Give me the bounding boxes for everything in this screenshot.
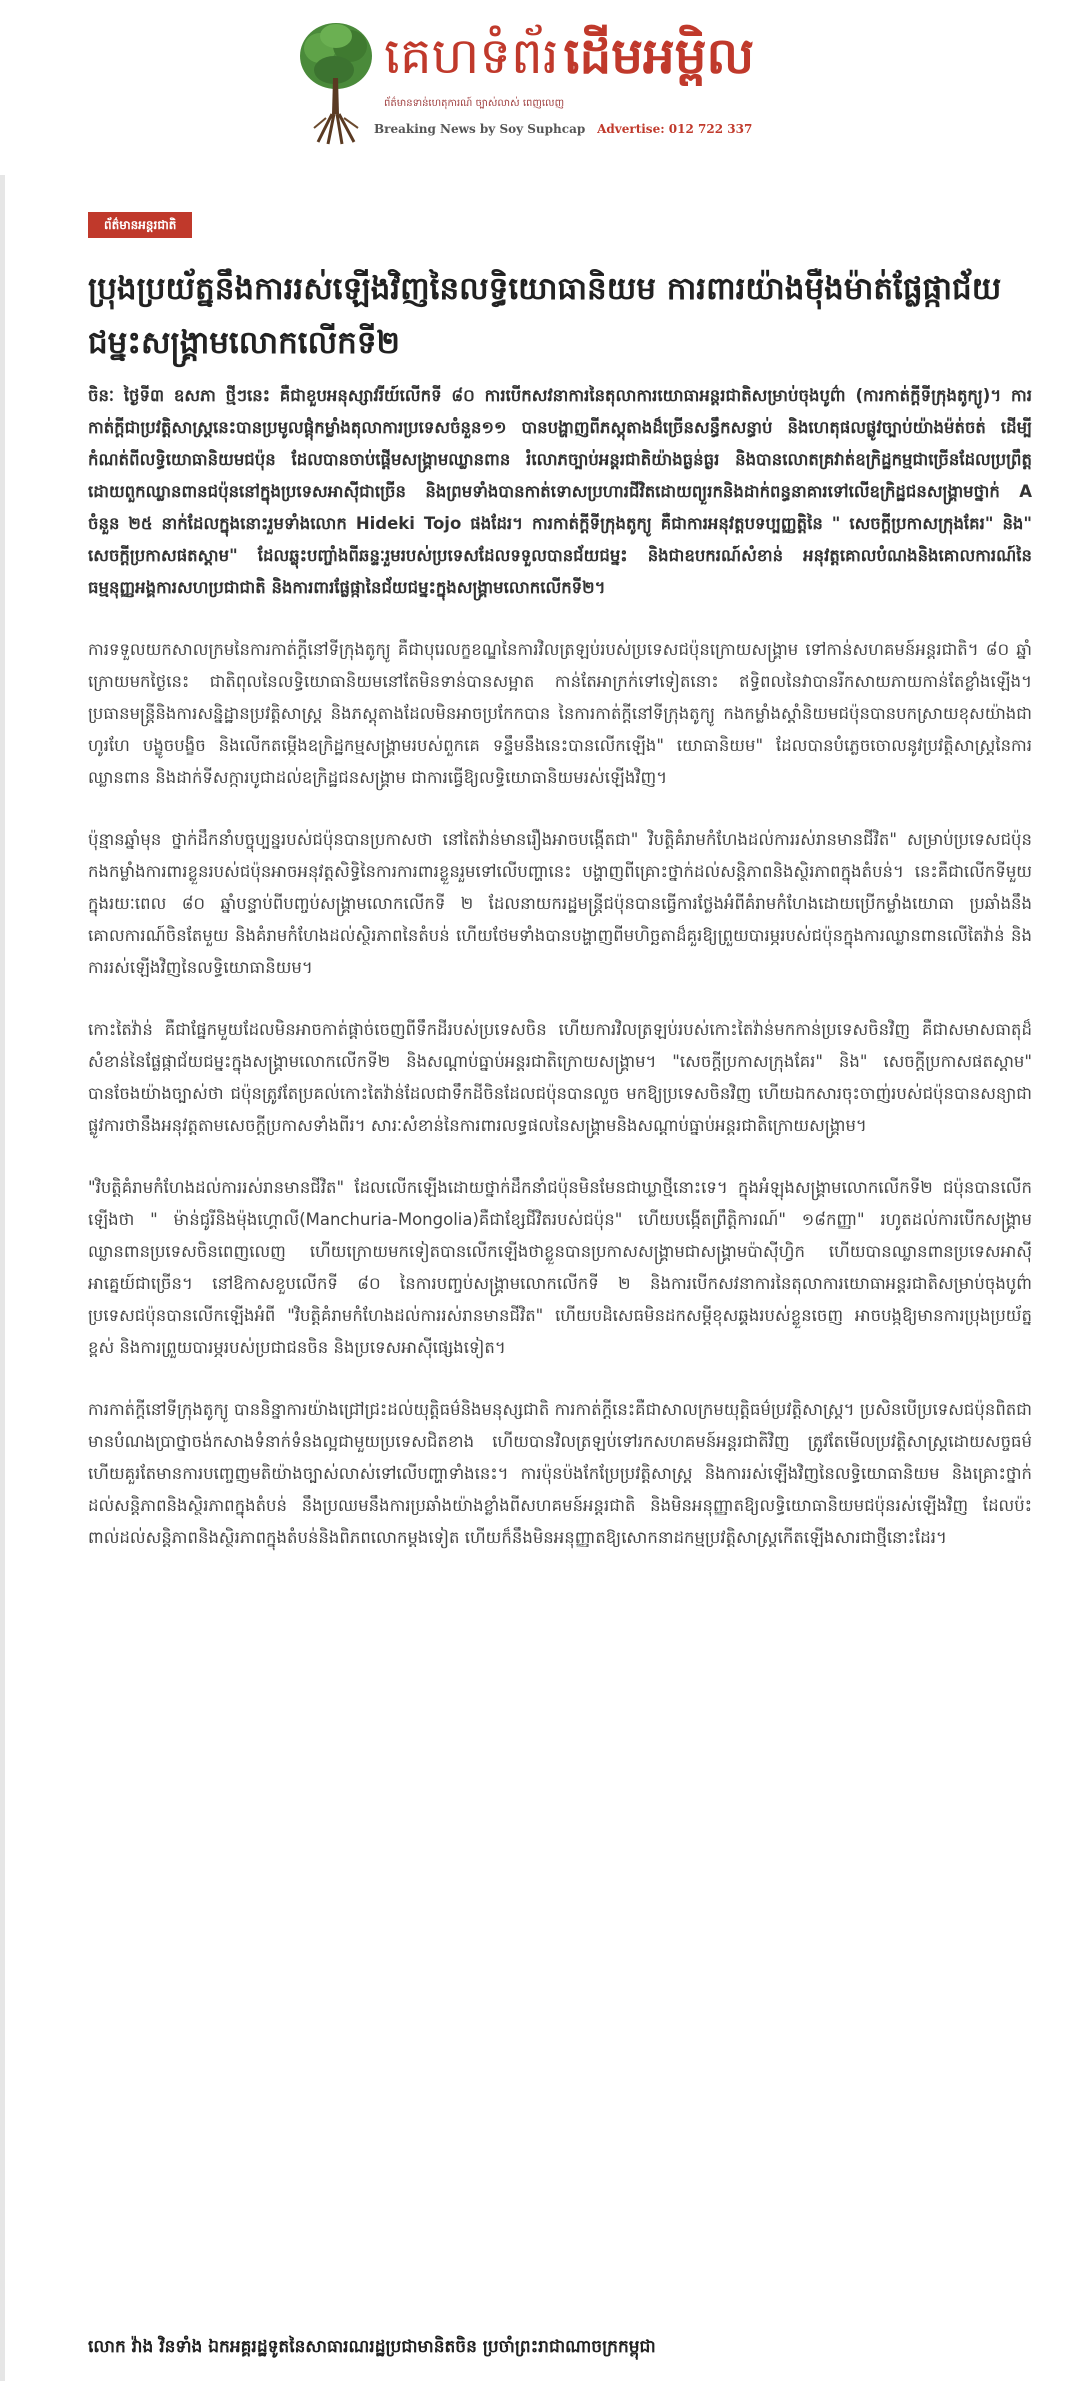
site-header bbox=[0, 0, 1080, 165]
article-title: ប្រុងប្រយ័ត្ននឹងការរស់ឡើងវិញនៃលទ្ធិយោធានិយម ការពារយ៉ាងម៉ឺងម៉ាត់ផ្លែផ្កាជ័យជម្នះសង្គ្រាមលោកលើកទី២ bbox=[88, 271, 1002, 361]
article-byline: លោក វ៉ាង វិនទាំង ឯកអគ្គរដ្ឋទូតនៃសាធារណរដ្ឋប្រជាមានិតចិន ប្រចាំព្រះរាជាណាចក្រកម្ពុជា bbox=[88, 2337, 656, 2357]
breaking-news-label: Breaking News by Soy Suphcap bbox=[374, 122, 586, 136]
article-paragraph-4: កោះតៃវ៉ាន់ គឺជាផ្នែកមួយដែលមិនអាចកាត់ផ្តាច់ចេញពីទឹកដីរបស់ប្រទេសចិន ហើយការវិលត្រឡប់របស់កោះតៃវ៉ាន់មកកាន់ប្រទេសចិនវិញ គឺជាសមាសធាតុដ៏សំខាន់នៃផ្លែផ្កាជ័យជម្នះក្នុងសង្គ្រាមលោកលើកទី២ និងសណ្តាប់ធ្នាប់អន្តរជាតិក្រោយសង្គ្រាម។ "សេចក្តីប្រកាសក្រុងគែរ" និង" សេចក្តីប្រកាសផតស្តាម" បានចែងយ៉ាងច្បាស់ថា ជប៉ុនត្រូវតែប្រគល់កោះតៃវ៉ាន់ដែលជាទឹកដីចិនដែលជប៉ុនបានលួច មកឱ្យប្រទេសចិនវិញ ហើយឯកសារចុះចាញ់របស់ជប៉ុនបានសន្យាជាផ្លូវការថានឹងអនុវត្តតាមសេចក្តីប្រកាសទាំងពីរ។ សារៈសំខាន់នៃការពារលទ្ធផលនៃសង្គ្រាមនិងសណ្តាប់ធ្នាប់អន្តរជាតិក្រោយសង្គ្រាម។ bbox=[88, 1020, 1032, 1135]
article-paragraph-5: "វិបត្តិគំរាមកំហែងដល់ការរស់រានមានជីវិត" ដែលលើកឡើងដោយថ្នាក់ដឹកនាំជប៉ុនមិនមែនជាឃ្លាថ្មីនោះទេ។ ក្នុងអំឡុងសង្គ្រាមលោកលើកទី២ ជប៉ុនបានលើកឡើងថា " ម៉ាន់ជូរីនិងម៉ុងហ្គោលី(Manchuria-Mongolia)គឺជាខ្សែជីវិតរបស់ជប៉ុន" ហើយបង្កើតព្រឹត្តិការណ៍" ១៨កញ្ញា" រហូតដល់ការបើកសង្គ្រាមឈ្លានពានប្រទេសចិនពេញលេញ ហើយក្រោយមកទៀតបានលើកឡើងថាខ្លួនបានប្រកាសសង្គ្រាមជាសង្គ្រាមប៉ាស៊ីហ្វិក ហើយបានឈ្លានពានប្រទេសអាស៊ីអាគ្នេយ៍ជាច្រើន។ នៅឱកាសខួបលើកទី ៨០ នៃការបញ្ចប់សង្គ្រាមលោកលើកទី ២ និងការបើកសវនាការនៃតុលាការយោធាអន្តរជាតិសម្រាប់ចុងបូព៌ា ប្រទេសជប៉ុនបានលើកឡើងអំពី "វិបត្តិគំរាមកំហែងដល់ការរស់រានមានជីវិត" ហើយបដិសេធមិនដកសម្តីខុសឆ្គងរបស់ខ្លួនចេញ អាចបង្កឱ្យមានការប្រុងប្រយ័ត្នខ្ពស់ និងការព្រួយបារម្ភរបស់ប្រជាជនចិន និងប្រទេសអាស៊ីផ្សេងទៀត។ bbox=[88, 1178, 1032, 1357]
article-body bbox=[88, 380, 1032, 1584]
site-title-part2: ដើមអម្ពិល bbox=[563, 26, 755, 85]
site-subline bbox=[374, 122, 752, 136]
article-paragraph-3: ប៉ុន្មានឆ្នាំមុន ថ្នាក់ដឹកនាំបច្ចុប្បន្នរបស់ជប៉ុនបានប្រកាសថា នៅតៃវ៉ាន់មានរឿងអាចបង្កើតជា" វិបត្តិគំរាមកំហែងដល់ការរស់រានមានជីវិត" សម្រាប់ប្រទេសជប៉ុន កងកម្លាំងការពារខ្លួនរបស់ជប៉ុនអាចអនុវត្តសិទ្ធិនៃការការពារខ្លួនរួមទៅលើបញ្ហានេះ បង្ហាញពីគ្រោះថ្នាក់ដល់សន្តិភាពនិងស្ថិរភាពក្នុងតំបន់។ នេះគឺជាលើកទីមួយក្នុងរយៈពេល ៨០ ឆ្នាំបន្ទាប់ពីបញ្ចប់សង្គ្រាមលោកលើកទី ២ ដែលនាយករដ្ឋមន្ត្រីជប៉ុនបានធ្វើការថ្លែងអំពីគំរាមកំហែងដោយប្រើកម្លាំងយោធា ប្រឆាំងនឹងគោលការណ៍ចិនតែមួយ និងគំរាមកំហែងដល់ស្ថិរភាពនៃតំបន់ ហើយថែមទាំងបានបង្ហាញពីមហិច្ឆតាដ៏គួរឱ្យព្រួយបារម្ភរបស់ជប៉ុនក្នុងការឈ្លានពានលើតៃវ៉ាន់ និងការរស់ឡើងវិញនៃលទ្ធិយោធានិយម។ bbox=[88, 830, 1032, 977]
article-paragraph-2: ការទទួលយកសាលក្រមនៃការកាត់ក្តីនៅទីក្រុងតូក្យូ គឺជាបុរេលក្ខខណ្ឌនៃការវិលត្រឡប់របស់ប្រទេសជប៉ុនក្រោយសង្គ្រាម ទៅកាន់សហគមន៍អន្តរជាតិ។ ៨០ ឆ្នាំក្រោយមកថ្ងៃនេះ ជាតិពុលនៃលទ្ធិយោធានិយមនៅតែមិនទាន់បានសម្អាត កាន់តែអាក្រក់ទៅទៀតនោះ ឥទ្ធិពលនៃវាបានរីកសាយភាយកាន់តែខ្លាំងឡើង។ ប្រធានមន្ត្រីនិងការសន្និដ្ឋានប្រវត្តិសាស្ត្រ និងភស្តុតាងដែលមិនអាចប្រកែកបាន នៃការកាត់ក្តីនៅទីក្រុងតូក្យូ កងកម្លាំងស្តាំនិយមជប៉ុនបានបកស្រាយខុសយ៉ាងជាហូរហែ បង្ខូចបង្ខិច និងលើកតម្កើងឧក្រិដ្ឋកម្មសង្គ្រាមរបស់ពួកគេ ទន្ទឹមនឹងនេះបានលើកឡើង" យោធានិយម" ដែលបានបំភ្លេចចោលនូវប្រវត្តិសាស្ត្រនៃការឈ្លានពាន និងដាក់ទីសក្ការបូជាដល់ឧក្រិដ្ឋជនសង្គ្រាម ជាការធ្វើឱ្យលទ្ធិយោធានិយមរស់ឡើងវិញ។ bbox=[88, 640, 1032, 787]
article-paragraph-6: ការកាត់ក្តីនៅទីក្រុងតូក្យូ បាននិន្នាការយ៉ាងជ្រៅជ្រះដល់យុត្តិធម៌និងមនុស្សជាតិ ការកាត់ក្តីនេះគឺជាសាលក្រមយុត្តិធម៌ប្រវត្តិសាស្ត្រ។ ប្រសិនបើប្រទេសជប៉ុនពិតជាមានបំណងប្រាថ្នាចង់កសាងទំនាក់ទំនងល្អជាមួយប្រទេសជិតខាង ហើយបានវិលត្រឡប់ទៅរកសហគមន៍អន្តរជាតិវិញ ត្រូវតែមើលប្រវត្តិសាស្ត្រដោយសច្ចធម៌ ហើយគួរតែមានការបញ្ចេញមតិយ៉ាងច្បាស់លាស់ទៅលើបញ្ហាទាំងនេះ។ ការប៉ុនប៉ងកែប្រែប្រវត្តិសាស្ត្រ និងការរស់ឡើងវិញនៃលទ្ធិយោធានិយម និងគ្រោះថ្នាក់ដល់សន្តិភាពនិងស្ថិរភាពក្នុងតំបន់ នឹងប្រឈមនឹងការប្រឆាំងយ៉ាងខ្លាំងពីសហគមន៍អន្តរជាតិ និងមិនអនុញ្ញាតឱ្យលទ្ធិយោធានិយមជប៉ុនរស់ឡើងវិញ ដែលប៉ះពាល់ដល់សន្តិភាពនិងស្ថិរភាពក្នុងតំបន់និងពិភពលោកម្តងទៀត ហើយក៏នឹងមិនអនុញ្ញាតឱ្យសោកនាដកម្មប្រវត្តិសាស្ត្រកើតឡើងសារជាថ្មីនោះដែរ។ bbox=[88, 1400, 1032, 1547]
article-paragraph-1: ចិនៈ ថ្ងៃទី៣ ឧសភា ថ្មីៗនេះ គឺជាខួបអនុស្សាវរីយ៍លើកទី ៨០ ការបើកសវនាការនៃតុលាការយោធាអន្តរជាតិសម្រាប់ចុងបូព៌ា (ការកាត់ក្តីទីក្រុងតូក្យូ)។ ការកាត់ក្តីជាប្រវត្តិសាស្ត្រនេះបានប្រមូលផ្តុំកម្លាំងតុលាការប្រទេសចំនួន១១ បានបង្ហាញពីភស្តុតាងដ៏ច្រើនសន្ធឹកសន្ធាប់ និងហេតុផលផ្លូវច្បាប់យ៉ាងម៉ត់ចត់ ដើម្បីកំណត់ពីលទ្ធិយោធានិយមជប៉ុន ដែលបានចាប់ផ្តើមសង្គ្រាមឈ្លានពាន រំលោភច្បាប់អន្តរជាតិយ៉ាងធ្ងន់ធ្ងរ និងបានលោតគ្រវាត់ឧក្រិដ្ឋកម្មជាច្រើនដែលប្រព្រឹត្តដោយពួកឈ្លានពានជប៉ុននៅក្នុងប្រទេសអាស៊ីជាច្រើន និងព្រមទាំងបានកាត់ទោសប្រហារជីវិតដោយព្យួរកនិងដាក់ពន្ធនាគារទៅលើឧក្រិដ្ឋជនសង្គ្រាមថ្នាក់ A ចំនួន ២៥ នាក់ដែលក្នុងនោះរួមទាំងលោក Hideki Tojo ផងដែរ។ ការកាត់ក្តីទីក្រុងតូក្យូ គឺជាការអនុវត្តបទប្បញ្ញត្តិនៃ " សេចក្តីប្រកាសក្រុងគែរ" និង" សេចក្តីប្រកាសផតស្តាម" ដែលឆ្លុះបញ្ចាំងពីឆន្ទៈរួមរបស់ប្រទេសដែលទទួលបានជ័យជម្នះ និងជាឧបករណ៍សំខាន់ អនុវត្តគោលបំណងនិងគោលការណ៍នៃធម្មនុញ្ញអង្គការសហប្រជាជាតិ និងការពារផ្លែផ្កានៃជ័យជម្នះក្នុងសង្គ្រាមលោកលើកទី២។ bbox=[88, 386, 1032, 597]
tree-icon[interactable] bbox=[296, 18, 376, 146]
site-title-part1: គេហទំព័រ bbox=[384, 27, 559, 85]
page-left-rule bbox=[0, 175, 5, 2381]
category-badge[interactable]: ព័ត៌មានអន្តរជាតិ bbox=[88, 212, 192, 238]
advertise-contact[interactable]: Advertise: 012 722 337 bbox=[597, 122, 753, 136]
site-tagline: ព័ត៌មានទាន់ហេតុការណ៍ ច្បាស់លាស់ ពេញលេញ bbox=[384, 98, 565, 109]
